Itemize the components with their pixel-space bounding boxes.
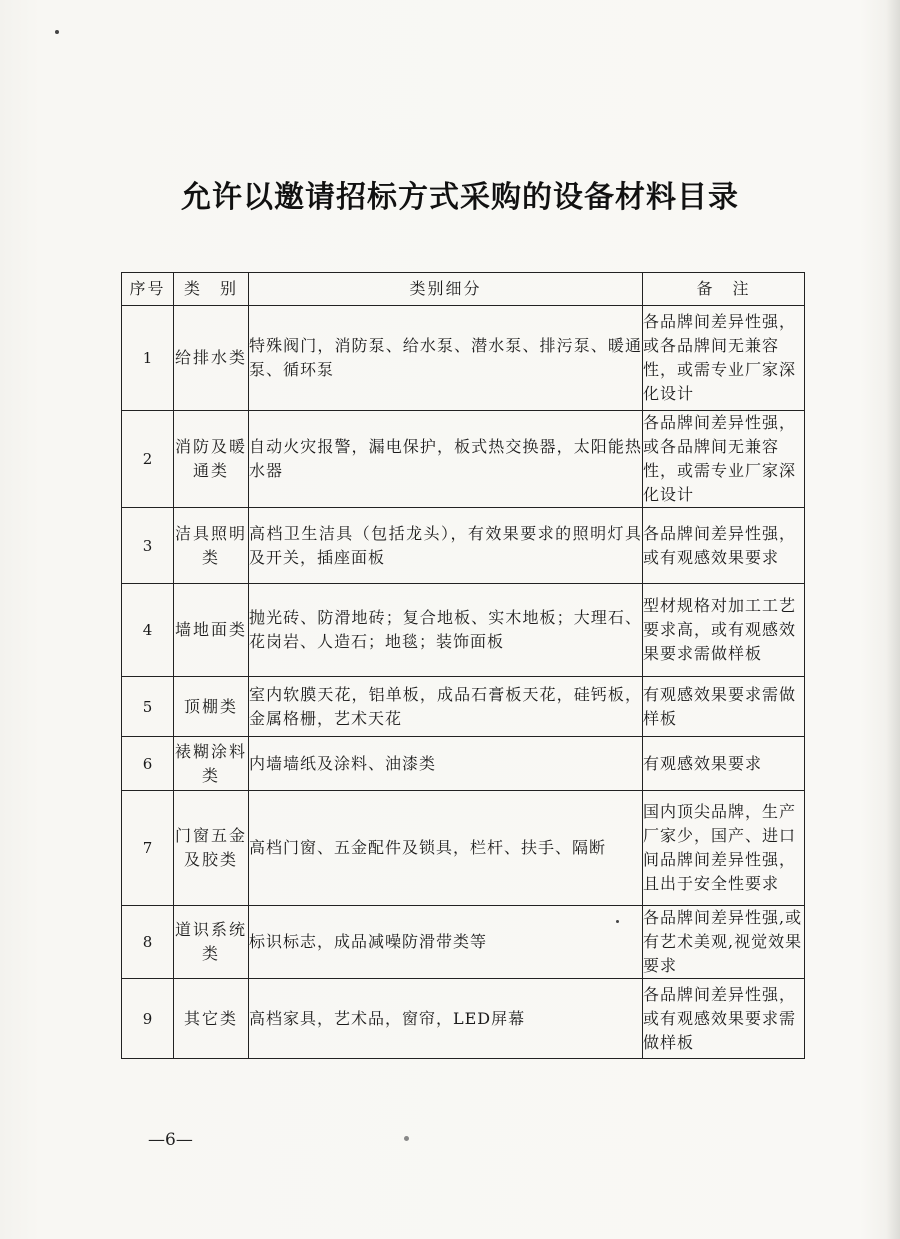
- row-no: 2: [122, 411, 174, 508]
- header-note: 备 注: [643, 273, 805, 306]
- row-no: 3: [122, 508, 174, 584]
- table-row: [122, 306, 805, 411]
- row-note: 各品牌间差异性强，或各品牌间无兼容性，或需专业厂家深化设计: [643, 306, 805, 411]
- table-row: [122, 508, 805, 584]
- header-no: 序号: [122, 273, 174, 306]
- table-row: [122, 737, 805, 791]
- row-no: 5: [122, 677, 174, 737]
- table-row: [122, 791, 805, 906]
- scan-speck: [55, 30, 59, 34]
- row-detail: 高档家具，艺术品，窗帘，LED屏幕: [249, 979, 643, 1059]
- row-no: 7: [122, 791, 174, 906]
- table-row: [122, 906, 805, 979]
- row-detail: 抛光砖、防滑地砖；复合地板、实木地板；大理石、花岗岩、人造石；地毯；装饰面板: [249, 584, 643, 677]
- row-note: 有观感效果要求需做样板: [643, 677, 805, 737]
- row-category: 消防及暖通类: [174, 411, 249, 508]
- row-no: 1: [122, 306, 174, 411]
- row-note: 各品牌间差异性强，或有观感效果要求: [643, 508, 805, 584]
- row-detail: 内墙墙纸及涂料、油漆类: [249, 737, 643, 791]
- row-category: 给排水类: [174, 306, 249, 411]
- row-detail: 特殊阀门，消防泵、给水泵、潜水泵、排污泵、暖通泵、循环泵: [249, 306, 643, 411]
- row-note: 各品牌间差异性强,或有艺术美观,视觉效果要求: [643, 906, 805, 979]
- table-row: [122, 979, 805, 1059]
- row-detail: 自动火灾报警，漏电保护，板式热交换器，太阳能热水器: [249, 411, 643, 508]
- header-detail: 类别细分: [249, 273, 643, 306]
- row-no: 6: [122, 737, 174, 791]
- row-no: 9: [122, 979, 174, 1059]
- catalog-table: [121, 272, 805, 1059]
- row-category: 洁具照明类: [174, 508, 249, 584]
- table-row: [122, 677, 805, 737]
- row-note: 各品牌间差异性强，或有观感效果要求需做样板: [643, 979, 805, 1059]
- row-category: 裱糊涂料类: [174, 737, 249, 791]
- row-no: 8: [122, 906, 174, 979]
- table-header-row: [122, 273, 805, 306]
- row-detail: 室内软膜天花，铝单板，成品石膏板天花，硅钙板，金属格栅，艺术天花: [249, 677, 643, 737]
- row-no: 4: [122, 584, 174, 677]
- row-category: 顶棚类: [174, 677, 249, 737]
- row-note: 型材规格对加工工艺要求高，或有观感效果要求需做样板: [643, 584, 805, 677]
- row-category: 门窗五金及胶类: [174, 791, 249, 906]
- row-category: 墙地面类: [174, 584, 249, 677]
- scan-speck: [404, 1136, 409, 1141]
- row-detail: 高档门窗、五金配件及锁具，栏杆、扶手、隔断: [249, 791, 643, 906]
- row-note: 国内顶尖品牌，生产厂家少，国产、进口间品牌间差异性强，且出于安全性要求: [643, 791, 805, 906]
- row-detail: 标识标志，成品减噪防滑带类等: [249, 906, 643, 979]
- table-row: [122, 411, 805, 508]
- header-category: 类 别: [174, 273, 249, 306]
- row-note: 各品牌间差异性强，或各品牌间无兼容性，或需专业厂家深化设计: [643, 411, 805, 508]
- page-number: —6—: [148, 1130, 193, 1150]
- document-title: 允许以邀请招标方式采购的设备材料目录: [181, 180, 739, 215]
- row-note: 有观感效果要求: [643, 737, 805, 791]
- table-row: [122, 584, 805, 677]
- row-category: 其它类: [174, 979, 249, 1059]
- row-category: 道识系统类: [174, 906, 249, 979]
- row-detail: 高档卫生洁具（包括龙头），有效果要求的照明灯具及开关，插座面板: [249, 508, 643, 584]
